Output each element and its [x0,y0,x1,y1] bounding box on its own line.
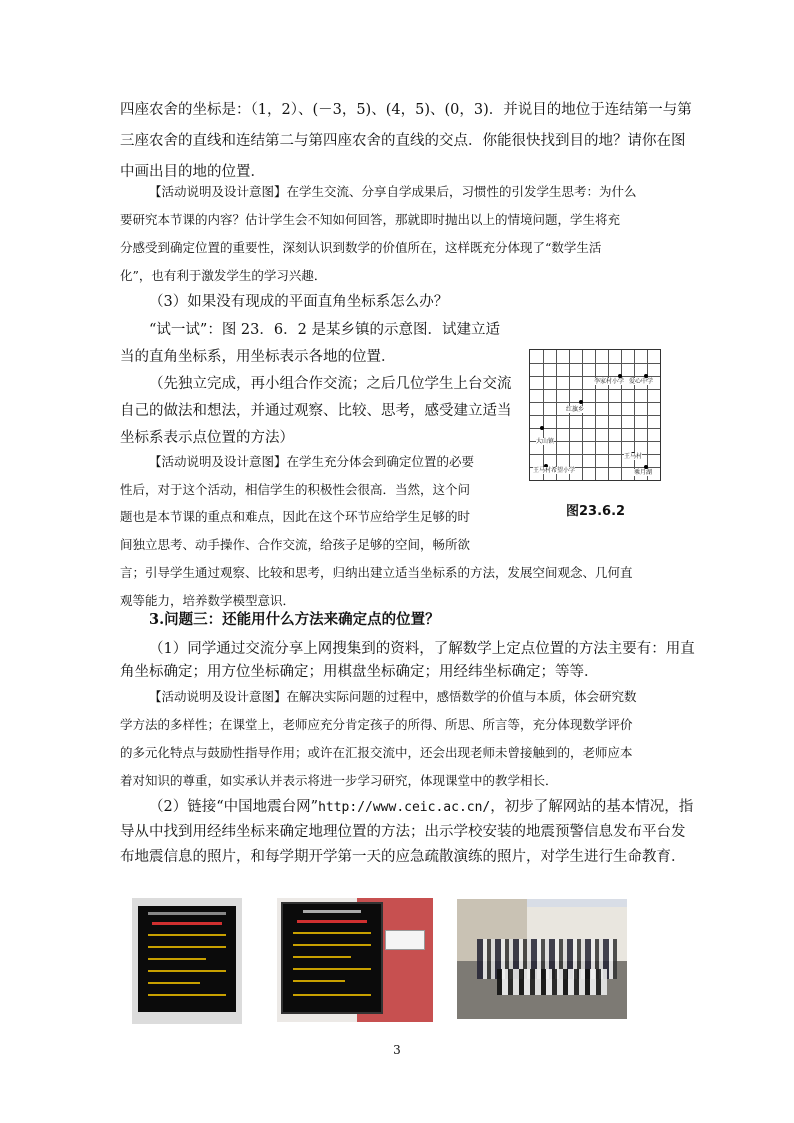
note1-line4: 化”，也有利于激发学生的学习兴趣． [120,268,327,283]
p4-line3: 布地震信息的照片，和每学期开学第一天的应急疏散演练的照片，对学生进行生命教育． [120,849,686,865]
p3-line1: （1）同学通过交流分享上网搜集到的资料，了解数学上定点位置的方法主要有：用直 [149,641,695,657]
figure-caption: 图23.6.2 [566,504,626,519]
dashan-label: 大山镇 [536,438,555,445]
note1-line1: 【活动说明及设计意图】在学生交流、分享自学成果后，习惯性的引发学生思考：为什么 [149,184,637,199]
note3-line4: 着对知识的尊重，如实承认并表示将进一步学习研究，体现课堂中的教学相长． [120,773,558,788]
note2-line1: 【活动说明及设计意图】在学生充分体会到确定位置的必要 [149,454,475,469]
tang-label: 乘月湖 [634,469,653,476]
para1-line2: 三座农舍的直线和连结第二与第四座农舍的直线的交点．你能很快找到目的地？请你在图 [120,133,686,149]
hongqi-label: 红旗乡 [566,406,585,413]
question-3: （3）如果没有现成的平面直角坐标系怎么办？ [149,294,449,310]
try-line3: （先独立完成，再小组合作交流；之后几位学生上台交流 [149,376,512,392]
note3-line1: 【活动说明及设计意图】在解决实际问题的过程中，感悟数学的价值与本质，体会研究数 [149,689,637,704]
wangma-label: 王马村 [624,453,643,460]
evacuation-drill-photo [457,899,627,1019]
note1-line2: 要研究本节课的内容？估计学生会不知如何回答，那就即时抛出以上的情境问题，学生将充 [120,212,621,227]
try-line2: 当的直角坐标系，用坐标表示各地的位置． [120,349,396,365]
note2-line6: 观等能力，培养数学模型意识． [120,593,296,608]
para1-line3: 中画出目的地的位置． [120,164,265,180]
earthquake-panel-photo-2 [277,898,433,1022]
page-number: 3 [393,1043,401,1057]
note3-line3: 的多元化特点与鼓励性指导作用；或许在汇报交流中，还会出现老师未曾接触到的，老师应本 [120,745,633,760]
dashan-point [540,426,544,430]
p4-line1 [149,797,693,818]
aixin-label: 爱心中学 [629,378,654,385]
note2-line5: 言；引导学生通过观察、比较和思考，归纳出建立适当坐标系的方法，发展空间观念、几何直 [120,565,633,580]
p4-line2: 导从中找到用经纬坐标来确定地理位置的方法；出示学校安装的地震预警信息发布平台发 [120,824,686,840]
note2-line4: 间独立思考、动手操作、合作交流，给孩子足够的空间，畅所欲 [120,537,471,552]
p4-suffix: ，初步了解网站的基本情况，指 [490,799,694,815]
try-line1: “试一试”：图 23．6．2 是某乡镇的示意图．试建立适 [149,322,500,338]
hongqi-point [579,400,583,404]
p4-prefix: （2）链接“中国地震台网” [149,799,319,815]
lijia-label: 李家村小学 [594,378,625,385]
note2-line2: 性后，对于这个活动，相信学生的积极性会很高．当然，这个问 [120,482,471,497]
p3-line2: 角坐标确定；用方位坐标确定；用棋盘坐标确定；用经纬坐标确定；等等． [120,664,599,680]
wangma-school-label: 王马村希望小学 [533,467,576,474]
note1-line3: 分感受到确定位置的重要性，深刻认识到数学的价值所在，这样既充分体现了“数学生活 [120,240,602,255]
earthquake-panel-photo-1 [132,898,242,1024]
township-grid-figure [529,349,661,481]
try-line5: 坐标系表示点位置的方法） [120,430,294,446]
note2-line3: 题也是本节课的重点和难点，因此在这个环节应给学生足够的时 [120,509,471,524]
try-line4: 自己的做法和想法，并通过观察、比较、思考，感受建立适当 [120,403,512,419]
section-3-heading: 3.问题三：还能用什么方法来确定点的位置？ [149,611,440,628]
para1-line1: 四座农舍的坐标是：（1，2）、(－3，5)、(4，5)、(0，3)．并说目的地位于连结第一与第 [120,102,692,118]
ceic-link[interactable]: http://www.ceic.ac.cn/ [318,800,491,815]
note3-line2: 学方法的多样性；在课堂上，老师应充分肯定孩子的所得、所思、所言等，充分体现数学评价 [120,717,633,732]
